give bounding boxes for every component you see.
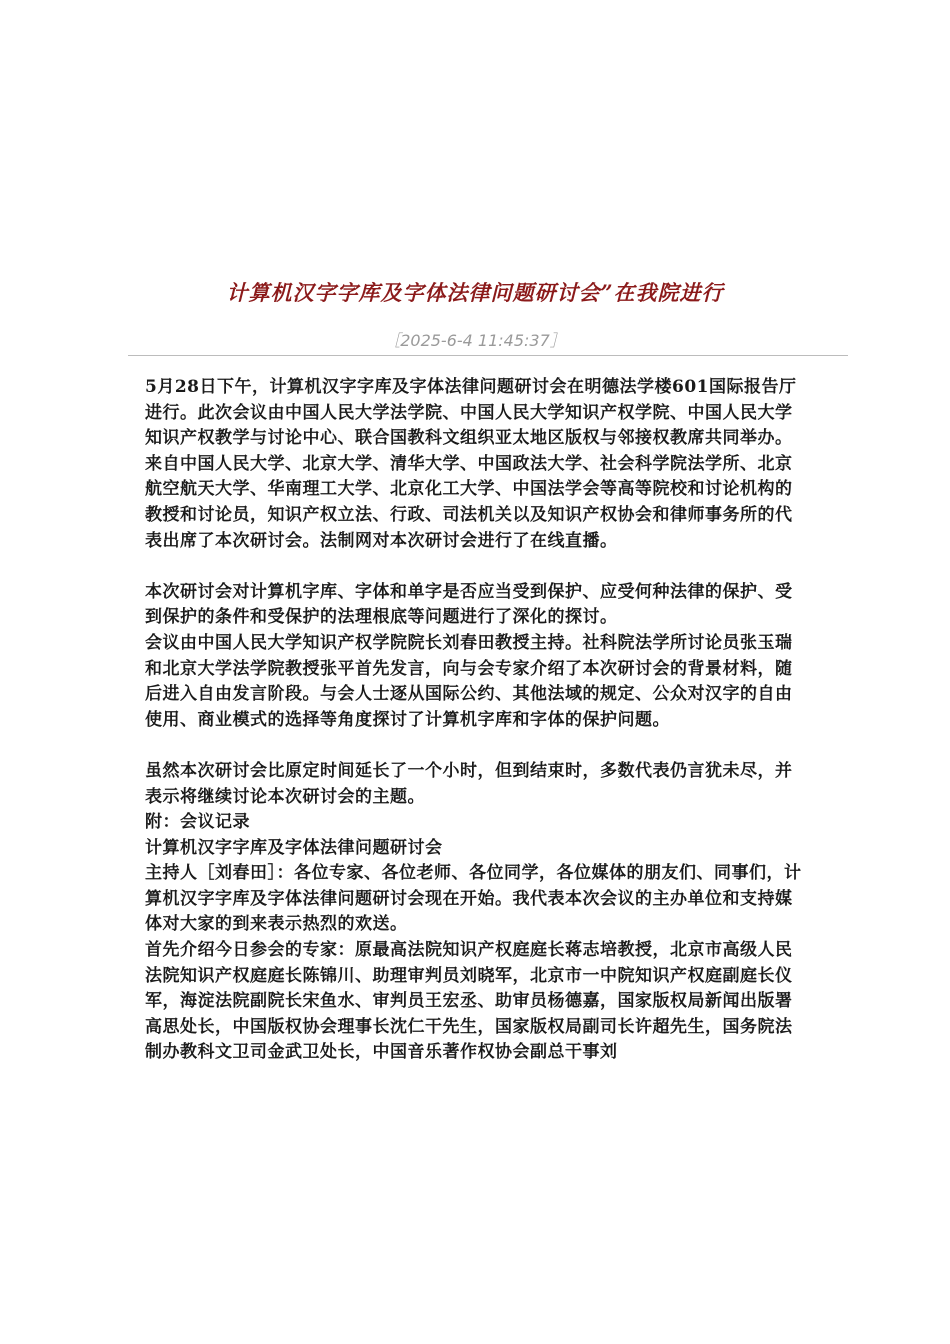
paragraph-chair: 会议由中国人民大学知识产权学院院长刘春田教授主持。社科院法学所讨论员张玉瑞和北京大学法学院教授张平首先发言，向与会专家介绍了本次研讨会的背景材料，随后进入自由发言阶段。与会人士逐从国际公约、其他法域的规定、公众对汉字的自由使用、商业模式的选择等角度探讨了计算机字库和字体的保护问题。: [145, 632, 793, 730]
paragraph-experts: 首先介绍今日参会的专家：原最高法院知识产权庭庭长蒋志培教授，北京市高级人民法院知识产权庭庭长陈锦川、助理审判员刘晓军，北京市一中院知识产权庭副庭长仪军，海淀法院副院长宋鱼水、审判员王宏丞、助审员杨德嘉，国家版权局新闻出版署高思处长，中国版权协会理事长沈仁干先生，国家版权局副司长许超先生，国务院法制办教科文卫司金武卫处长，中国音乐著作权协会副总干事刘: [145, 940, 793, 1063]
appendix-label: 附：会议记录: [145, 812, 250, 833]
article-timestamp: ［2025-6-4 11:45:37］: [384, 331, 566, 350]
paragraph-conclusion: 虽然本次研讨会比原定时间延长了一个小时，但到结束时，多数代表仍言犹未尽，并表示将继续讨论本次研讨会的主题。: [145, 760, 793, 807]
paragraph-intro: 5月28日下午，计算机汉字字库及字体法律问题研讨会在明德法学楼601国际报告厅进行。此次会议由中国人民大学法学院、中国人民大学知识产权学院、中国人民大学知识产权教学与讨论中心、联合国教科文组织亚太地区版权与邻接权教席共同举办。来自中国人民大学、北京大学、清华大学、中国政法大学、社会科学院法学所、北京航空航天大学、华南理工大学、北京化工大学、中国法学会等高等院校和讨论机构的教授和讨论员，知识产权立法、行政、司法机关以及知识产权协会和律师事务所的代表出席了本次研讨会。法制网对本次研讨会进行了在线直播。: [145, 377, 797, 551]
paragraph-gap: [145, 733, 805, 759]
article-body: [145, 375, 805, 1066]
title-divider: [128, 355, 848, 356]
paragraph-topics: 本次研讨会对计算机字库、字体和单字是否应当受到保护、应受何种法律的保护、受到保护的条件和受保护的法理根底等问题进行了深化的探讨。: [145, 581, 793, 628]
appendix-title: 计算机汉字字库及字体法律问题研讨会: [145, 837, 443, 858]
paragraph-gap: [145, 554, 805, 580]
paragraph-host-opening: 主持人［刘春田］：各位专家、各位老师、各位同学，各位媒体的朋友们、同事们，计算机汉字字库及字体法律问题研讨会现在开始。我代表本次会议的主办单位和支持媒体对大家的到来表示热烈的欢送。: [145, 863, 802, 935]
article-title: 计算机汉字字库及字体法律问题研讨会”在我院进行: [226, 280, 724, 305]
